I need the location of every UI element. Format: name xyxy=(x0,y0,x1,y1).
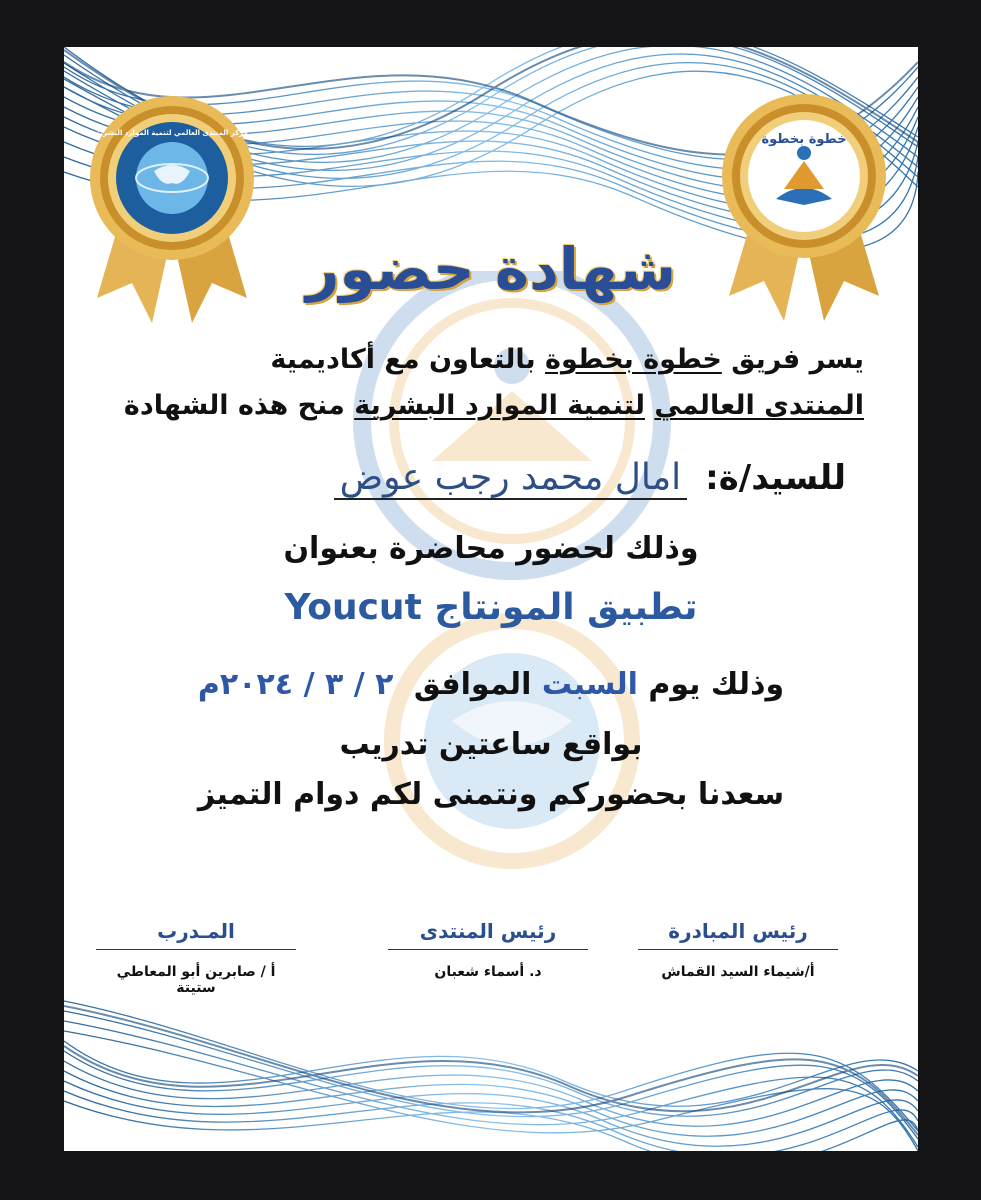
signature-name: د. أسماء شعبان xyxy=(434,964,542,980)
left-seal-text: مركز المنتدى العالمي لتنمية الموارد البشرية xyxy=(96,129,248,137)
signature-role: المـدرب xyxy=(96,919,296,950)
recipient-row xyxy=(334,457,846,500)
signature-initiative-head xyxy=(638,919,838,980)
intro-part-2: بالتعاون مع أكاديمية xyxy=(270,344,536,375)
course-title: تطبيق المونتاج Youcut xyxy=(284,587,698,628)
intro-paragraph xyxy=(124,337,864,429)
signature-forum-head xyxy=(388,919,588,980)
signature-name: أ/شيماء السيد القماش xyxy=(661,964,815,980)
reason-text: وذلك لحضور محاضرة بعنوان xyxy=(283,531,699,566)
academy-name: لتنمية الموارد البشرية xyxy=(354,390,645,421)
team-name: خطوة بخطوة xyxy=(545,344,722,375)
intro-line-2 xyxy=(124,383,864,429)
intro-part-3: المنتدى العالمي xyxy=(654,390,864,421)
date-line xyxy=(64,667,918,702)
intro-line-1 xyxy=(124,337,864,383)
date-prefix: وذلك يوم xyxy=(648,667,785,702)
closing-text: سعدنا بحضوركم ونتمنى لكم دوام التميز xyxy=(197,777,785,812)
signature-name: أ / صابرين أبو المعاطي ستيتة xyxy=(116,964,276,996)
date-day: السبت xyxy=(541,667,638,702)
intro-part-4: منح هذه الشهادة xyxy=(123,390,345,421)
signature-trainer xyxy=(96,919,296,996)
signature-role: رئيس المبادرة xyxy=(638,919,838,950)
right-seal-text: خطوة بخطوة xyxy=(761,132,847,147)
duration-text: بواقع ساعتين تدريب xyxy=(339,727,643,762)
recipient-name: امال محمد رجب عوض xyxy=(334,457,688,500)
bottom-wave-decoration xyxy=(64,981,918,1151)
date-value: ٢ / ٣ / ٢٠٢٤م xyxy=(197,667,394,702)
signature-role: رئيس المنتدى xyxy=(388,919,588,950)
certificate-page xyxy=(64,47,918,1151)
intro-part-1: يسر فريق xyxy=(731,344,864,375)
date-mid: الموافق xyxy=(413,667,532,702)
certificate-title: شهادة حضور xyxy=(305,235,676,303)
recipient-label: للسيد/ة: xyxy=(705,458,846,498)
